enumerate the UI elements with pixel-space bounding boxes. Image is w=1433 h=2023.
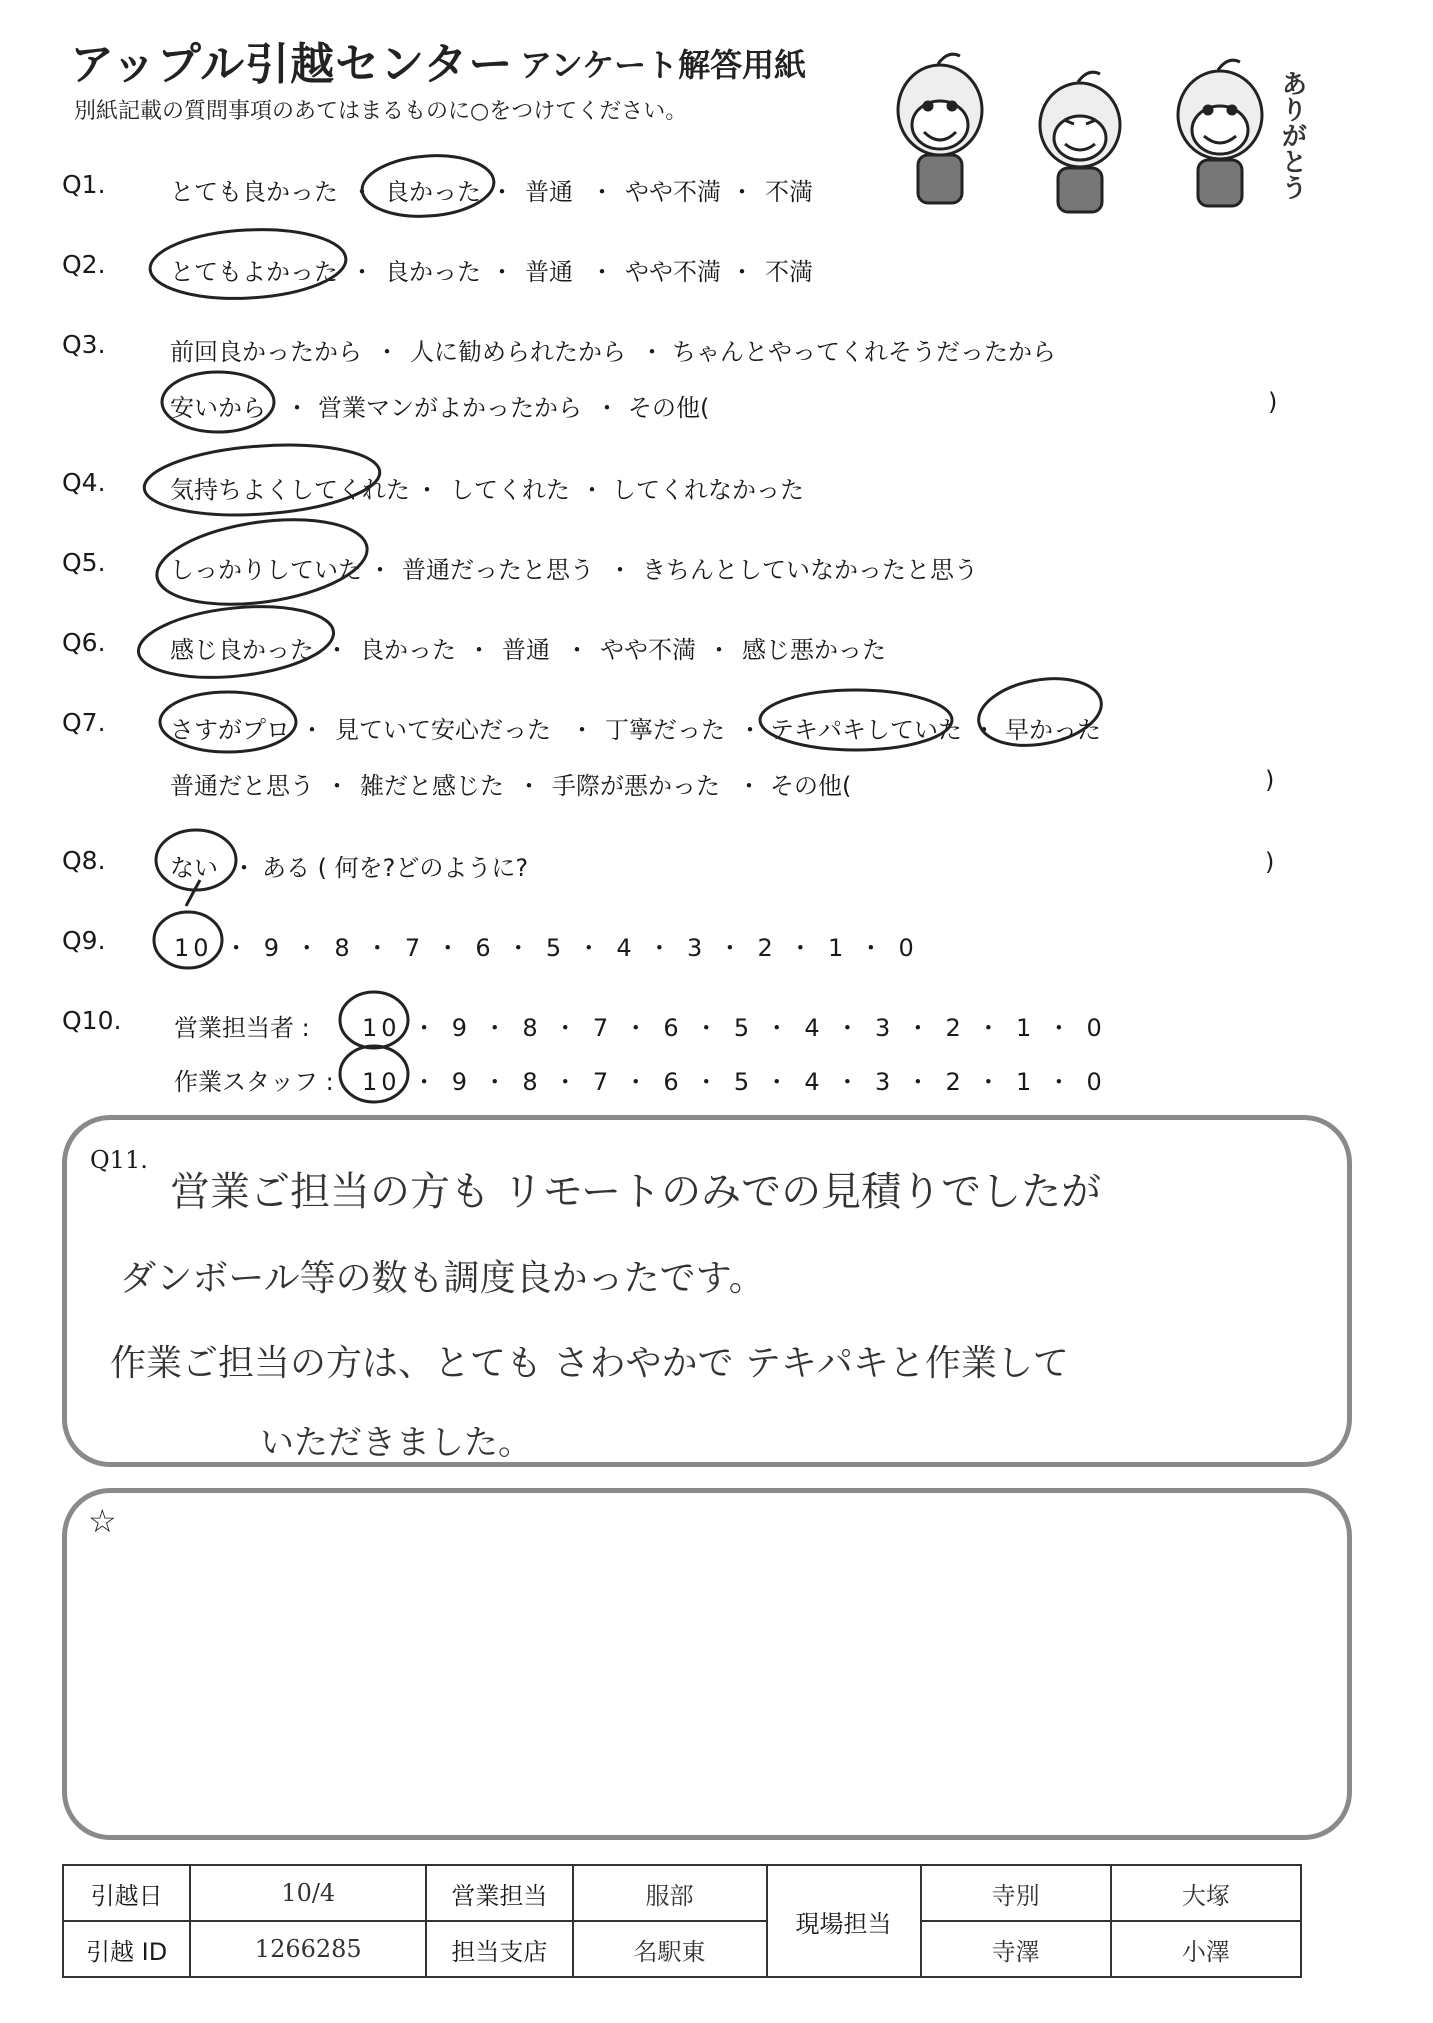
mascot-text: ありがとう xyxy=(1277,70,1307,200)
q10-sales-scale[interactable]: 10 ・ 9 ・ 8 ・ 7 ・ 6 ・ 5 ・ 4 ・ 3 ・ 2 ・ 1 ・ 0 xyxy=(362,1014,1106,1042)
q6-option[interactable]: 良かった xyxy=(360,636,456,664)
q3-option[interactable]: ちゃんとやってくれそうだったから xyxy=(672,338,1056,366)
q1-option[interactable]: やや不満 xyxy=(625,178,721,206)
circle-mark xyxy=(360,151,496,220)
branch-label: 担当支店 xyxy=(426,1921,572,1977)
q2-label: Q2. xyxy=(62,250,106,279)
move-id-value: 1266285 xyxy=(190,1921,426,1977)
circle-mark xyxy=(142,438,382,522)
circle-mark xyxy=(148,225,347,303)
q8-option-selected[interactable]: ない xyxy=(170,854,218,882)
q1-option[interactable]: とても良かった xyxy=(170,178,338,206)
q4-option[interactable]: してくれた xyxy=(450,476,570,504)
sales-rep-value: 服部 xyxy=(573,1865,767,1921)
circle-mark xyxy=(340,992,408,1048)
q1-label: Q1. xyxy=(62,170,106,199)
q5-label: Q5. xyxy=(62,548,106,577)
q6-option[interactable]: やや不満 xyxy=(600,636,696,664)
q3-option-selected[interactable]: 安いから xyxy=(170,394,266,422)
q3-option[interactable]: その他( xyxy=(628,394,710,422)
q6-option[interactable]: 普通 xyxy=(502,636,550,664)
q6-label: Q6. xyxy=(62,628,106,657)
q7-option-selected[interactable]: さすがプロ xyxy=(170,716,290,744)
circle-mark xyxy=(162,372,274,432)
site-staff-value: 小澤 xyxy=(1111,1921,1301,1977)
q2-option[interactable]: 普通 xyxy=(525,258,573,286)
site-staff-value: 寺別 xyxy=(921,1865,1111,1921)
q7-close-paren: ) xyxy=(1265,766,1275,794)
q7-option[interactable]: 見ていて安心だった xyxy=(335,716,551,744)
q3-option[interactable]: 前回良かったから xyxy=(170,338,362,366)
q10-label: Q10. xyxy=(62,1006,122,1035)
q4-option[interactable]: してくれなかった xyxy=(612,476,804,504)
q8-label: Q8. xyxy=(62,846,106,875)
q3-option[interactable]: 営業マンがよかったから xyxy=(318,394,582,422)
branch-value: 名駅東 xyxy=(573,1921,767,1977)
q2-option-selected[interactable]: とてもよかった xyxy=(170,258,338,286)
document-title: アンケート解答用紙 xyxy=(520,46,807,84)
sales-rep-label: 営業担当 xyxy=(426,1865,572,1921)
q1-option-selected[interactable]: 良かった xyxy=(385,178,481,206)
circle-mark xyxy=(154,912,222,968)
q3-option[interactable]: 人に勧められたから xyxy=(410,338,626,366)
q11-label: Q11. xyxy=(90,1146,148,1174)
circle-mark xyxy=(160,692,296,752)
q7-option-selected[interactable]: テキパキしていた xyxy=(770,716,962,744)
free-comment-box xyxy=(62,1488,1352,1840)
circle-mark xyxy=(973,670,1106,755)
footer-info-table xyxy=(62,1864,1302,1978)
site-staff-label: 現場担当 xyxy=(767,1865,921,1977)
q5-option-selected[interactable]: しっかりしていた xyxy=(170,556,362,584)
q10-staff-label: 作業スタッフ : xyxy=(174,1068,334,1096)
q7-option[interactable]: 雑だと感じた xyxy=(360,772,504,800)
q10-staff-scale[interactable]: 10 ・ 9 ・ 8 ・ 7 ・ 6 ・ 5 ・ 4 ・ 3 ・ 2 ・ 1 ・ 0 xyxy=(362,1068,1106,1096)
q7-option-selected[interactable]: 早かった xyxy=(1005,716,1101,744)
q7-option[interactable]: 丁寧だった xyxy=(605,716,725,744)
circle-mark xyxy=(156,830,236,890)
q9-scale[interactable]: 10 ・ 9 ・ 8 ・ 7 ・ 6 ・ 5 ・ 4 ・ 3 ・ 2 ・ 1 ・ 0 xyxy=(174,934,918,962)
q4-option-selected[interactable]: 気持ちよくしてくれた xyxy=(170,476,410,504)
q6-option-selected[interactable]: 感じ良かった xyxy=(170,636,314,664)
q7-option[interactable]: 普通だと思う xyxy=(170,772,314,800)
move-id-label: 引越 ID xyxy=(63,1921,190,1977)
move-date-value: 10/4 xyxy=(190,1865,426,1921)
q1-option[interactable]: 不満 xyxy=(765,178,813,206)
circle-mark xyxy=(340,1046,408,1102)
q2-option[interactable]: 不満 xyxy=(765,258,813,286)
q8-option[interactable]: ある ( 何を?どのように? xyxy=(262,854,529,882)
q3-label: Q3. xyxy=(62,330,106,359)
circle-mark xyxy=(135,598,337,686)
q11-handwritten-line: 営業ご担当の方も リモートのみでの見積りでしたが xyxy=(170,1169,1102,1215)
q11-handwritten-line: 作業ご担当の方は、とても さわやかで テキパキと作業して xyxy=(110,1343,1069,1384)
q3-close-paren: ) xyxy=(1268,388,1278,416)
q7-option[interactable]: その他( xyxy=(770,772,852,800)
q4-label: Q4. xyxy=(62,468,106,497)
site-staff-value: 大塚 xyxy=(1111,1865,1301,1921)
q5-option[interactable]: 普通だったと思う xyxy=(402,556,594,584)
q1-option[interactable]: 普通 xyxy=(525,178,573,206)
q7-label: Q7. xyxy=(62,708,106,737)
q5-option[interactable]: きちんとしていなかったと思う xyxy=(642,556,978,584)
q7-option[interactable]: 手際が悪かった xyxy=(552,772,720,800)
move-date-label: 引越日 xyxy=(63,1865,190,1921)
circle-mark xyxy=(760,690,952,750)
q2-option[interactable]: 良かった xyxy=(385,258,481,286)
q8-close-paren: ) xyxy=(1265,848,1275,876)
site-staff-value: 寺澤 xyxy=(921,1921,1111,1977)
star-icon: ☆ xyxy=(88,1502,117,1540)
q11-handwritten-line: いただきました。 xyxy=(260,1423,532,1463)
q10-sales-label: 営業担当者 : xyxy=(174,1014,310,1042)
company-name: アップル引越センター xyxy=(70,39,514,90)
q6-option[interactable]: 感じ悪かった xyxy=(742,636,886,664)
q2-option[interactable]: やや不満 xyxy=(625,258,721,286)
circle-mark xyxy=(151,508,372,617)
q11-handwritten-line: ダンボール等の数も調度良かったです。 xyxy=(120,1258,765,1299)
q9-label: Q9. xyxy=(62,926,106,955)
instruction-text: 別紙記載の質問事項のあてはまるものに○をつけてください。 xyxy=(74,99,688,124)
